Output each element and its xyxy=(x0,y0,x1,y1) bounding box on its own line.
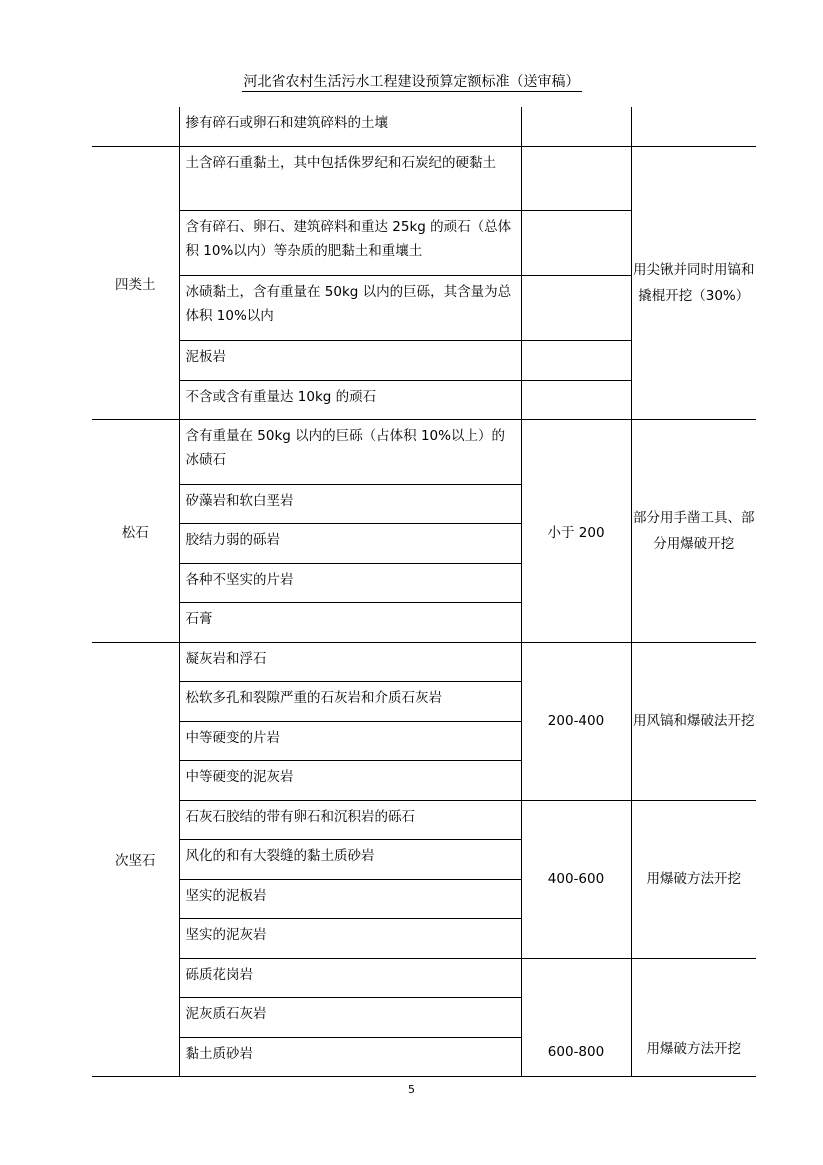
category-cell: 松石 xyxy=(92,419,179,642)
table-row xyxy=(92,958,756,997)
value-cell xyxy=(521,340,631,380)
category-cell xyxy=(92,107,179,146)
page-number: 5 xyxy=(408,1083,415,1096)
description-cell: 砾质花岗岩 xyxy=(179,958,521,997)
description-cell: 胶结力弱的砾岩 xyxy=(179,523,521,563)
value-cell: 600-800 xyxy=(521,958,631,1076)
description-cell: 泥灰质石灰岩 xyxy=(179,997,521,1037)
value-cell xyxy=(521,275,631,340)
description-cell: 松软多孔和裂隙严重的石灰岩和介质石灰岩 xyxy=(179,681,521,721)
value-cell: 400-600 xyxy=(521,800,631,958)
method-cell: 用尖锹并同时用镐和撬棍开挖（30%） xyxy=(631,146,756,419)
description-cell: 风化的和有大裂缝的黏土质砂岩 xyxy=(179,839,521,879)
description-cell: 凝灰岩和浮石 xyxy=(179,642,521,681)
description-cell: 石膏 xyxy=(179,602,521,642)
description-cell: 中等硬变的泥灰岩 xyxy=(179,760,521,800)
description-cell: 土含碎石重黏土，其中包括侏罗纪和石炭纪的硬黏土 xyxy=(179,146,521,210)
value-cell xyxy=(521,210,631,275)
table-row xyxy=(92,642,756,681)
description-cell: 含有碎石、卵石、建筑碎料和重达 25kg 的顽石（总体积 10%以内）等杂质的肥黏土和重壤土 xyxy=(179,210,521,275)
value-cell xyxy=(521,146,631,210)
method-cell: 用爆破方法开挖 xyxy=(631,800,756,958)
method-cell xyxy=(631,107,756,146)
table-row xyxy=(92,419,756,484)
value-cell xyxy=(521,107,631,146)
description-cell: 泥板岩 xyxy=(179,340,521,380)
soil-classification-table xyxy=(92,107,756,1077)
table-row xyxy=(92,800,756,839)
method-cell: 用风镐和爆破法开挖 xyxy=(631,642,756,800)
description-cell: 矽藻岩和软白垩岩 xyxy=(179,484,521,523)
category-cell: 四类土 xyxy=(92,146,179,419)
description-cell: 坚实的泥板岩 xyxy=(179,879,521,918)
value-cell: 200-400 xyxy=(521,642,631,800)
description-cell: 不含或含有重量达 10kg 的顽石 xyxy=(179,380,521,419)
value-cell: 小于 200 xyxy=(521,419,631,642)
description-cell: 掺有碎石或卵石和建筑碎料的土壤 xyxy=(179,107,521,146)
method-cell: 用爆破方法开挖 xyxy=(631,958,756,1076)
category-cell: 次坚石 xyxy=(92,642,179,1076)
description-cell: 冰碛黏土，含有重量在 50kg 以内的巨砾，其含量为总体积 10%以内 xyxy=(179,275,521,340)
description-cell: 坚实的泥灰岩 xyxy=(179,918,521,958)
document-header xyxy=(0,72,823,92)
table-row xyxy=(92,146,756,210)
table-row xyxy=(92,107,756,146)
value-cell xyxy=(521,380,631,419)
description-cell: 黏土质砂岩 xyxy=(179,1037,521,1076)
header-title: 河北省农村生活污水工程建设预算定额标准（送审稿） xyxy=(243,74,580,90)
description-cell: 含有重量在 50kg 以内的巨砾（占体积 10%以上）的冰碛石 xyxy=(179,419,521,484)
description-cell: 各种不坚实的片岩 xyxy=(179,563,521,602)
description-cell: 中等硬变的片岩 xyxy=(179,721,521,760)
method-cell: 部分用手凿工具、部分用爆破开挖 xyxy=(631,419,756,642)
description-cell: 石灰石胶结的带有卵石和沉积岩的砾石 xyxy=(179,800,521,839)
